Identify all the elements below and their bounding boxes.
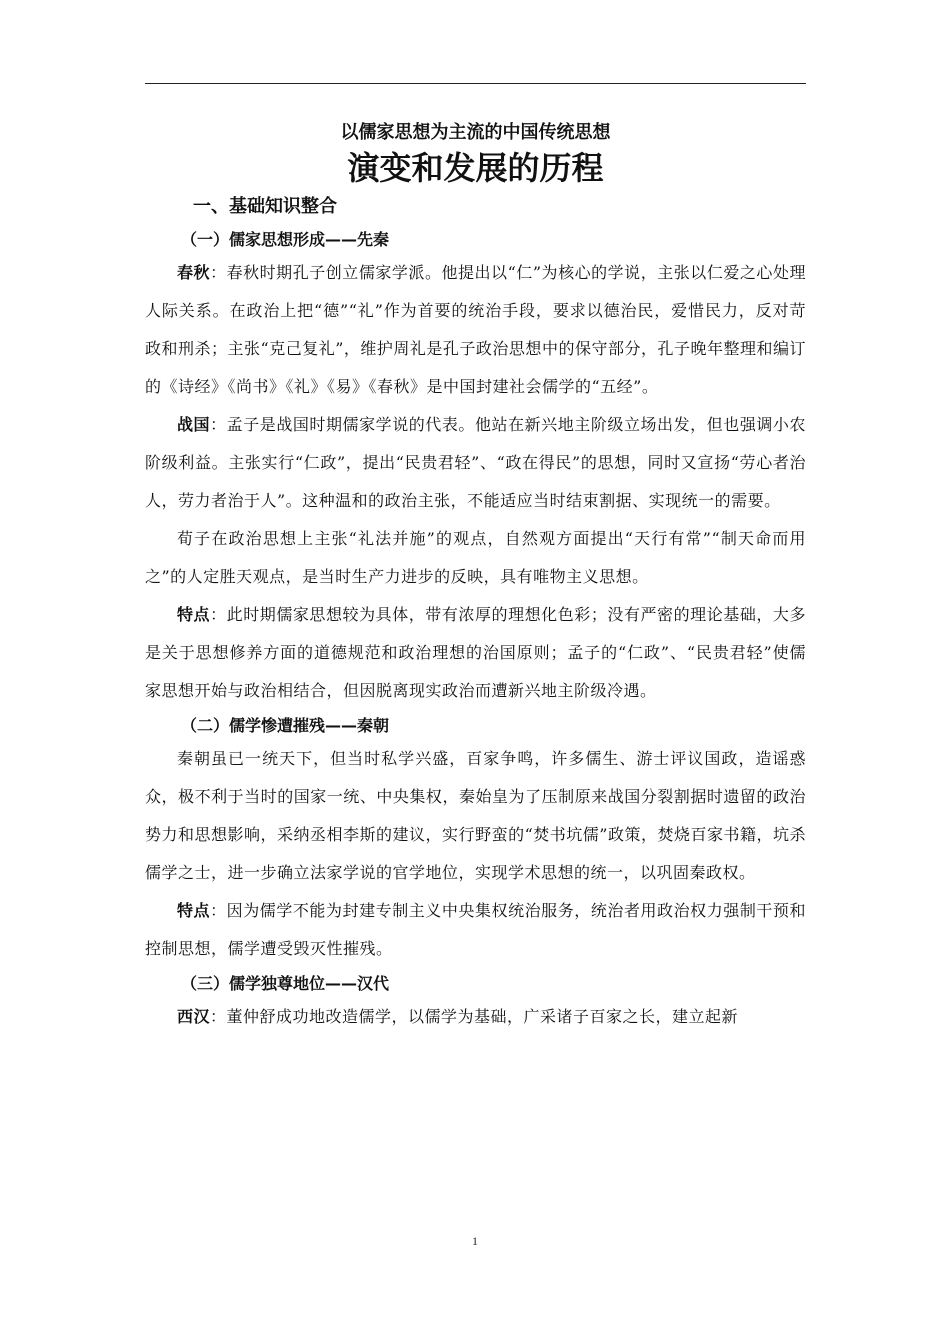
- paragraph-lead: 春秋: [177, 263, 211, 282]
- paragraph-text: ：董仲舒成功地改造儒学，以儒学为基础，广采诸子百家之长，建立起新: [210, 1007, 739, 1026]
- paragraph: [145, 740, 806, 892]
- document-title-line2: 演变和发展的历程: [347, 149, 604, 187]
- paragraph-lead: 特点: [177, 605, 211, 624]
- header-rule: [145, 83, 806, 84]
- paragraph-text: ：因为儒学不能为封建专制主义中央集权统治服务，统治者用政治权力强制干预和控制思想，儒学遭受毁灭性摧残。: [145, 901, 806, 958]
- paragraph-lead: 战国: [177, 415, 211, 434]
- sub-heading-part1: （一）儒家思想形成——先秦: [181, 230, 390, 249]
- paragraph-text: 荀子在政治思想上主张“礼法并施”的观点，自然观方面提出“天行有常”“制天命而用之”的人定胜天观点，是当时生产力进步的反映，具有唯物主义思想。: [145, 529, 806, 586]
- page-number: 1: [472, 1234, 478, 1248]
- paragraph-lead: 特点: [177, 901, 211, 920]
- document-title-line1: 以儒家思想为主流的中国传统思想: [340, 122, 611, 143]
- paragraph-text: 秦朝虽已一统天下，但当时私学兴盛，百家争鸣，许多儒生、游士评议国政，造谣惑众，极不利于当时的国家一统、中央集权，秦始皇为了压制原来战国分裂割据时遗留的政治势力和思想影响，采纳丞相李斯的建议，实行野蛮的“焚书坑儒”政策，焚烧百家书籍，坑杀儒学之士，进一步确立法家学说的官学地位，实现学术思想的统一，以巩固秦政权。: [145, 749, 806, 882]
- paragraph-lead: 西汉: [177, 1007, 211, 1026]
- document-body: [145, 112, 806, 1036]
- paragraph: [145, 520, 806, 596]
- paragraph: [145, 406, 806, 520]
- paragraph-text: ：孟子是战国时期儒家学说的代表。他站在新兴地主阶级立场出发，但也强调小农阶级利益。主张实行“仁政”，提出“民贵君轻”、“政在得民”的思想，同时又宣扬“劳心者治人，劳力者治于人”。这种温和的政治主张，不能适应当时结束割据、实现统一的需要。: [145, 415, 806, 510]
- paragraph-text: ：春秋时期孔子创立儒家学派。他提出以“仁”为核心的学说，主张以仁爱之心处理人际关系。在政治上把“德”“礼”作为首要的统治手段，要求以德治民，爱惜民力，反对苛政和刑杀；主张“克己复礼”，维护周礼是孔子政治思想中的保守部分，孔子晚年整理和编订的《诗经》《尚书》《礼》《易》《春秋》是中国封建社会儒学的“五经”。: [145, 263, 806, 396]
- paragraph: [145, 998, 806, 1036]
- section-heading: 一、基础知识整合: [193, 196, 337, 217]
- sub-heading-part2: （二）儒学惨遭摧残——秦朝: [181, 716, 390, 735]
- paragraph-text: ：此时期儒家思想较为具体，带有浓厚的理想化色彩；没有严密的理论基础，大多是关于思想修养方面的道德规范和政治理想的治国原则；孟子的“仁政”、“民贵君轻”使儒家思想开始与政治相结合，但因脱离现实政治而遭新兴地主阶级冷遇。: [145, 605, 806, 700]
- paragraph: [145, 254, 806, 406]
- paragraph: [145, 596, 806, 710]
- sub-heading-part3: （三）儒学独尊地位——汉代: [181, 974, 390, 993]
- paragraph: [145, 892, 806, 968]
